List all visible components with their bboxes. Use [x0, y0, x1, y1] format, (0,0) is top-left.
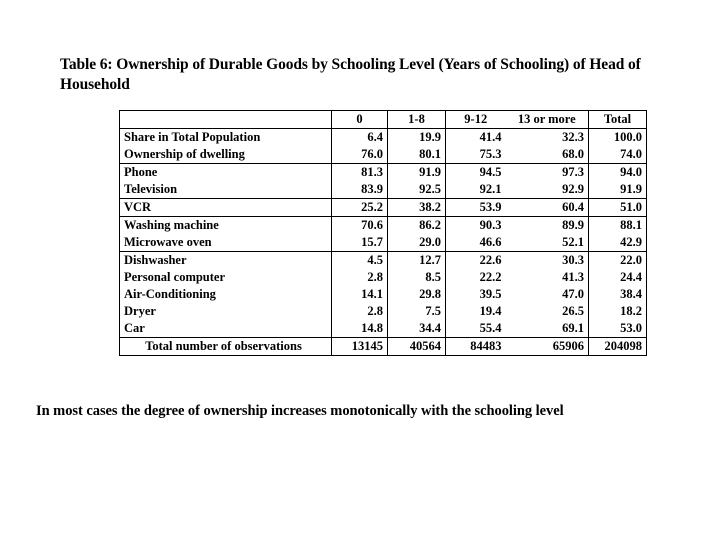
- value-9-12: 19.4: [479, 304, 502, 318]
- value-total: 53.0: [620, 321, 642, 335]
- value-total: 42.9: [589, 234, 647, 252]
- value-total: 22.0: [620, 253, 642, 267]
- footer-value-total: 204098: [589, 338, 647, 356]
- footer-value-9-12: 84483: [446, 338, 506, 356]
- table-row: [120, 217, 647, 235]
- value-total: 88.1: [620, 218, 642, 232]
- value-13-or-more: 97.3: [506, 164, 589, 182]
- value-9-12: 22.6: [479, 253, 502, 267]
- footer-value-0: 13145: [332, 338, 388, 356]
- row-label: Personal computer: [120, 269, 332, 286]
- value-1-8: 7.5: [388, 303, 446, 320]
- value-1-8: 12.7: [388, 252, 446, 270]
- value-1-8: 19.9: [388, 129, 446, 147]
- value-total: 74.0: [589, 146, 647, 164]
- value-0: 2.8: [332, 269, 388, 286]
- value-1-8: 86.2: [388, 217, 446, 235]
- table-row: [120, 320, 647, 338]
- row-label: Phone: [120, 164, 332, 182]
- value-1-8: 38.2: [388, 199, 446, 217]
- table-row: [120, 252, 647, 270]
- footer-value-1-8: 40564: [388, 338, 446, 356]
- value-total: 51.0: [589, 199, 647, 217]
- value-9-12: 22.2: [479, 270, 502, 284]
- value-1-8: 8.5: [388, 269, 446, 286]
- row-label: VCR: [120, 199, 332, 217]
- column-header-9-12: 9-12: [464, 112, 488, 126]
- page-title: Table 6: Ownership of Durable Goods by Schooling Level (Years of Schooling) of Head of Household: [60, 56, 641, 93]
- footer-value-13: 65906: [506, 338, 589, 356]
- value-13-or-more: 32.3: [506, 129, 589, 147]
- column-header-0: 0: [332, 111, 388, 129]
- value-9-12: 90.3: [479, 218, 502, 232]
- value-total: 18.2: [620, 304, 642, 318]
- row-label: Share in Total Population: [120, 129, 332, 147]
- value-13-or-more: 69.1: [506, 320, 589, 338]
- row-label: Microwave oven: [120, 234, 332, 252]
- table-row: [120, 303, 647, 320]
- value-0: 14.8: [332, 320, 388, 338]
- durable-goods-table: [119, 110, 647, 356]
- footer-label: Total number of observations: [120, 338, 332, 356]
- table-row: [120, 234, 647, 252]
- value-13-or-more: 92.9: [506, 181, 589, 199]
- value-0: 70.6: [332, 217, 388, 235]
- row-label: Ownership of dwelling: [120, 146, 332, 164]
- value-1-8: 80.1: [388, 146, 446, 164]
- value-total: 94.0: [620, 165, 642, 179]
- value-total: 91.9: [589, 181, 647, 199]
- row-label: Air-Conditioning: [120, 286, 332, 303]
- value-0: 25.2: [332, 199, 388, 217]
- value-total: 38.4: [620, 287, 642, 301]
- value-13-or-more: 68.0: [506, 146, 589, 164]
- table-row: [120, 129, 647, 147]
- table-corner-header: [120, 111, 332, 129]
- slide-caption: In most cases the degree of ownership increases monotonically with the schooling level: [36, 403, 564, 419]
- value-1-8: 91.9: [388, 164, 446, 182]
- value-13-or-more: 30.3: [506, 252, 589, 270]
- value-0: 76.0: [332, 146, 388, 164]
- value-9-12: 92.1: [446, 181, 506, 199]
- value-0: 6.4: [332, 129, 388, 147]
- value-0: 4.5: [332, 252, 388, 270]
- value-9-12: 55.4: [479, 321, 502, 335]
- row-label: Television: [120, 181, 332, 199]
- table-body: [120, 129, 647, 338]
- value-1-8: 29.8: [388, 286, 446, 303]
- row-label: Dryer: [120, 303, 332, 320]
- row-label: Dishwasher: [120, 252, 332, 270]
- value-1-8: 34.4: [388, 320, 446, 338]
- value-13-or-more: 41.3: [506, 269, 589, 286]
- value-13-or-more: 60.4: [506, 199, 589, 217]
- table-row: [120, 269, 647, 286]
- durable-goods-table-container: [119, 110, 646, 356]
- value-1-8: 92.5: [388, 181, 446, 199]
- value-0: 14.1: [332, 286, 388, 303]
- column-header-1-8: 1-8: [388, 111, 446, 129]
- value-9-12: 94.5: [479, 165, 502, 179]
- row-label: Car: [120, 320, 332, 338]
- value-1-8: 29.0: [388, 234, 446, 252]
- table-row: [120, 338, 647, 356]
- table-row: [120, 181, 647, 199]
- value-9-12: 39.5: [479, 287, 502, 301]
- value-13-or-more: 26.5: [506, 303, 589, 320]
- table-header-row: [120, 111, 647, 129]
- value-0: 15.7: [332, 234, 388, 252]
- table-footer: [120, 338, 647, 356]
- value-9-12: 41.4: [479, 130, 502, 144]
- table-row: [120, 164, 647, 182]
- row-label: Washing machine: [120, 217, 332, 235]
- value-13-or-more: 52.1: [506, 234, 589, 252]
- table-row: [120, 199, 647, 217]
- value-0: 2.8: [332, 303, 388, 320]
- table-header: [120, 111, 647, 129]
- value-0: 83.9: [332, 181, 388, 199]
- table-row: [120, 146, 647, 164]
- value-9-12: 53.9: [446, 199, 506, 217]
- column-header-total: Total: [603, 112, 632, 126]
- value-13-or-more: 89.9: [506, 217, 589, 235]
- value-13-or-more: 47.0: [506, 286, 589, 303]
- value-9-12: 46.6: [446, 234, 506, 252]
- value-total: 100.0: [613, 130, 642, 144]
- column-header-13-or-more: 13 or more: [506, 111, 589, 129]
- value-0: 81.3: [332, 164, 388, 182]
- table-row: [120, 286, 647, 303]
- value-9-12: 75.3: [446, 146, 506, 164]
- value-total: 24.4: [620, 270, 642, 284]
